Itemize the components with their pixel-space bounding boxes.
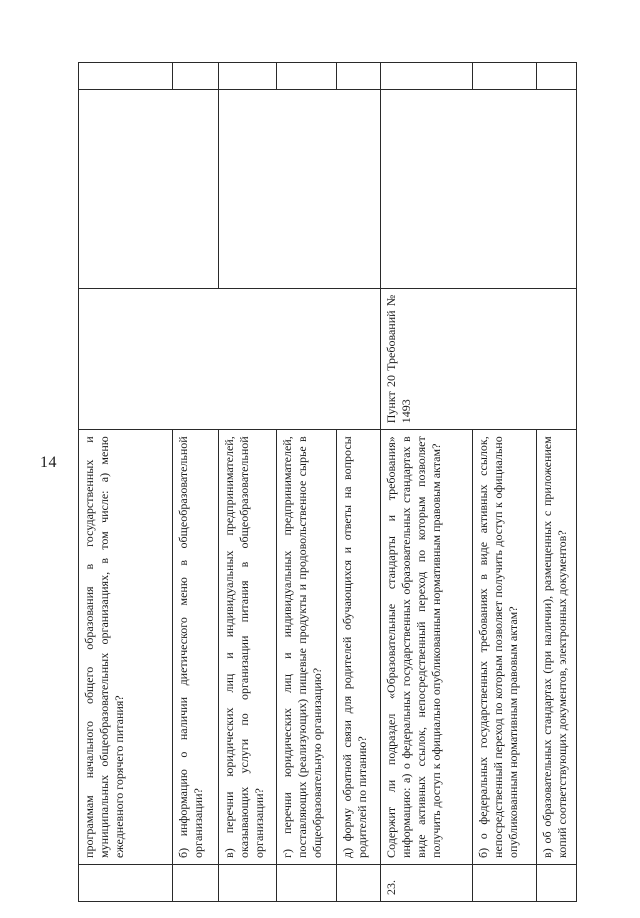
row-answer-cell <box>219 89 381 288</box>
row-number <box>173 864 219 901</box>
row-question-text: Содержит ли подраздел «Образовательные стандарты и требования» информацию: а) о федеральных государственных образовательных стандартах в виде активных ссылок, непосредственный переход по которым позволяет получить доступ к официально опубликованным нормативным правовым актам? <box>381 430 473 865</box>
row-question-text: б) информацию о наличии диетического меню в общеобразовательной организации? <box>173 430 219 865</box>
row-note-cell <box>219 63 277 90</box>
table-row <box>381 63 473 902</box>
page-number: 14 <box>40 454 57 471</box>
row-reference <box>79 288 381 430</box>
row-question-text: г) перечни юридических лиц и индивидуальных предпринимателей, поставляющих (реализующих) пищевые продукты и продовольственное сырье в общеобразовательную организацию? <box>277 430 337 865</box>
row-answer-cell <box>79 89 219 288</box>
row-note-cell <box>537 63 577 90</box>
row-reference: Пункт 20 Требований № 1493 <box>381 288 577 430</box>
row-question-text: д) форму обратной связи для родителей обучающихся и ответы на вопросы родителей по питанию? <box>337 430 381 865</box>
table-row <box>79 63 173 902</box>
row-note-cell <box>337 63 381 90</box>
row-question-text: б) о федеральных государственных требованиях в виде активных ссылок, непосредственный переход по которым позволяет получить доступ к официально опубликованным нормативным правовым актам? <box>473 430 537 865</box>
row-note-cell <box>173 63 219 90</box>
row-number: 23. <box>381 864 473 901</box>
row-number <box>79 864 173 901</box>
row-note-cell <box>79 63 173 90</box>
row-note-cell <box>473 63 537 90</box>
checklist-table <box>78 62 577 902</box>
row-number <box>277 864 337 901</box>
row-number <box>473 864 537 901</box>
row-question-text: программам начального общего образования в государственных и муниципальных общеобразовательных организациях, в том числе: а) меню ежедневного горячего питания? <box>79 430 173 865</box>
row-number <box>537 864 577 901</box>
row-note-cell <box>277 63 337 90</box>
row-answer-cell <box>381 89 577 288</box>
row-number <box>337 864 381 901</box>
table-row <box>219 63 277 902</box>
row-question-text: в) перечни юридических лиц и индивидуальных предпринимателей, оказывающих услуги по организации питания в общеобразовательной организации? <box>219 430 277 865</box>
row-number <box>219 864 277 901</box>
row-question-text: в) об образовательных стандартах (при наличии), размещенных с приложением копий соответствующих документов, электронных документов? <box>537 430 577 865</box>
checklist-table-rotated <box>78 62 576 902</box>
row-note-cell <box>381 63 473 90</box>
